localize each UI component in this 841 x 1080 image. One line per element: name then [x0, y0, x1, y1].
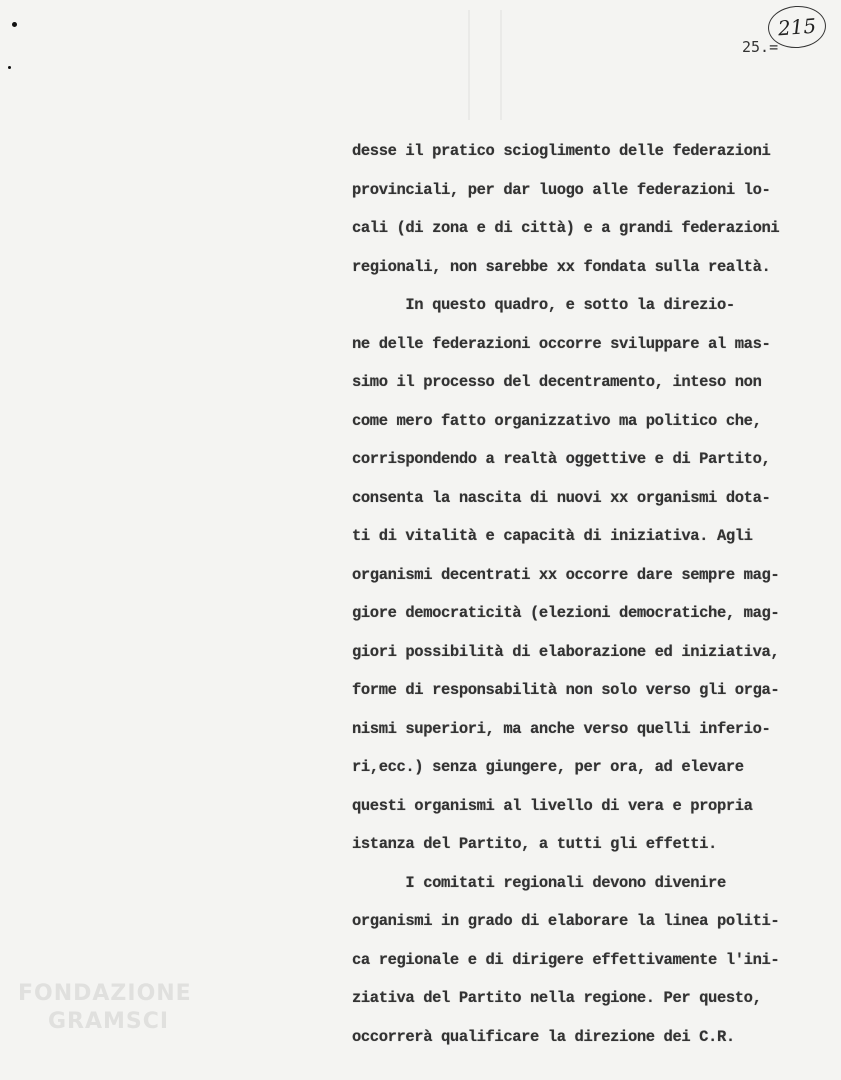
watermark-line-1: FONDAZIONE [18, 981, 192, 1006]
text-line: cali (di zona e di città) e a grandi federazioni [352, 219, 780, 237]
text-line: ti di vitalità e capacità di iniziativa. Agli [352, 527, 753, 545]
text-line: In questo quadro, e sotto la direzio- [352, 296, 735, 314]
text-line: nismi superiori, ma anche verso quelli inferio- [352, 719, 771, 738]
text-line: provinciali, per dar luogo alle federazioni lo- [352, 180, 771, 199]
text-line: ne delle federazioni occorre sviluppare al mas- [352, 334, 771, 353]
faint-background-stamp [468, 10, 502, 120]
text-line: regionali, non sarebbe xx fondata sulla realtà. [352, 257, 771, 276]
text-line: ca regionale e di dirigere effettivamente l'ini- [352, 950, 780, 969]
text-line: consenta la nascita di nuovi xx organismi dota- [352, 488, 771, 507]
text-line: occorrerà qualificare la direzione dei C.R. [352, 1027, 735, 1046]
typewritten-body [352, 132, 832, 1056]
text-line: giori possibilità di elaborazione ed iniziativa, [352, 642, 780, 661]
text-line: desse il pratico scioglimento delle federazioni [352, 142, 771, 160]
foundation-watermark [18, 980, 192, 1035]
text-line: giore democraticità (elezioni democratiche, mag- [352, 604, 780, 622]
text-line: ri,ecc.) senza giungere, per ora, ad elevare [352, 758, 744, 776]
text-line: questi organismi al livello di vera e propria [352, 796, 753, 815]
text-line: come mero fatto organizzativo ma politico che, [352, 411, 762, 430]
text-line: forme di responsabilità non solo verso gli orga- [352, 681, 780, 699]
page-number: 25.= [742, 38, 779, 56]
text-line: ziativa del Partito nella regione. Per questo, [352, 989, 762, 1007]
text-line: organismi in grado di elaborare la linea politi- [352, 912, 780, 930]
punch-mark-second [8, 66, 11, 69]
punch-mark-top [12, 22, 17, 27]
watermark-line-2: GRAMSCI [48, 1008, 170, 1034]
archive-number-text: 215 [777, 13, 817, 41]
text-line: istanza del Partito, a tutti gli effetti. [352, 835, 717, 853]
text-line: corrispondendo a realtà oggettive e di Partito, [352, 450, 771, 468]
text-line: I comitati regionali devono divenire [352, 873, 726, 892]
text-line: organismi decentrati xx occorre dare sempre mag- [352, 565, 780, 584]
text-line: simo il processo del decentramento, inteso non [352, 373, 762, 391]
